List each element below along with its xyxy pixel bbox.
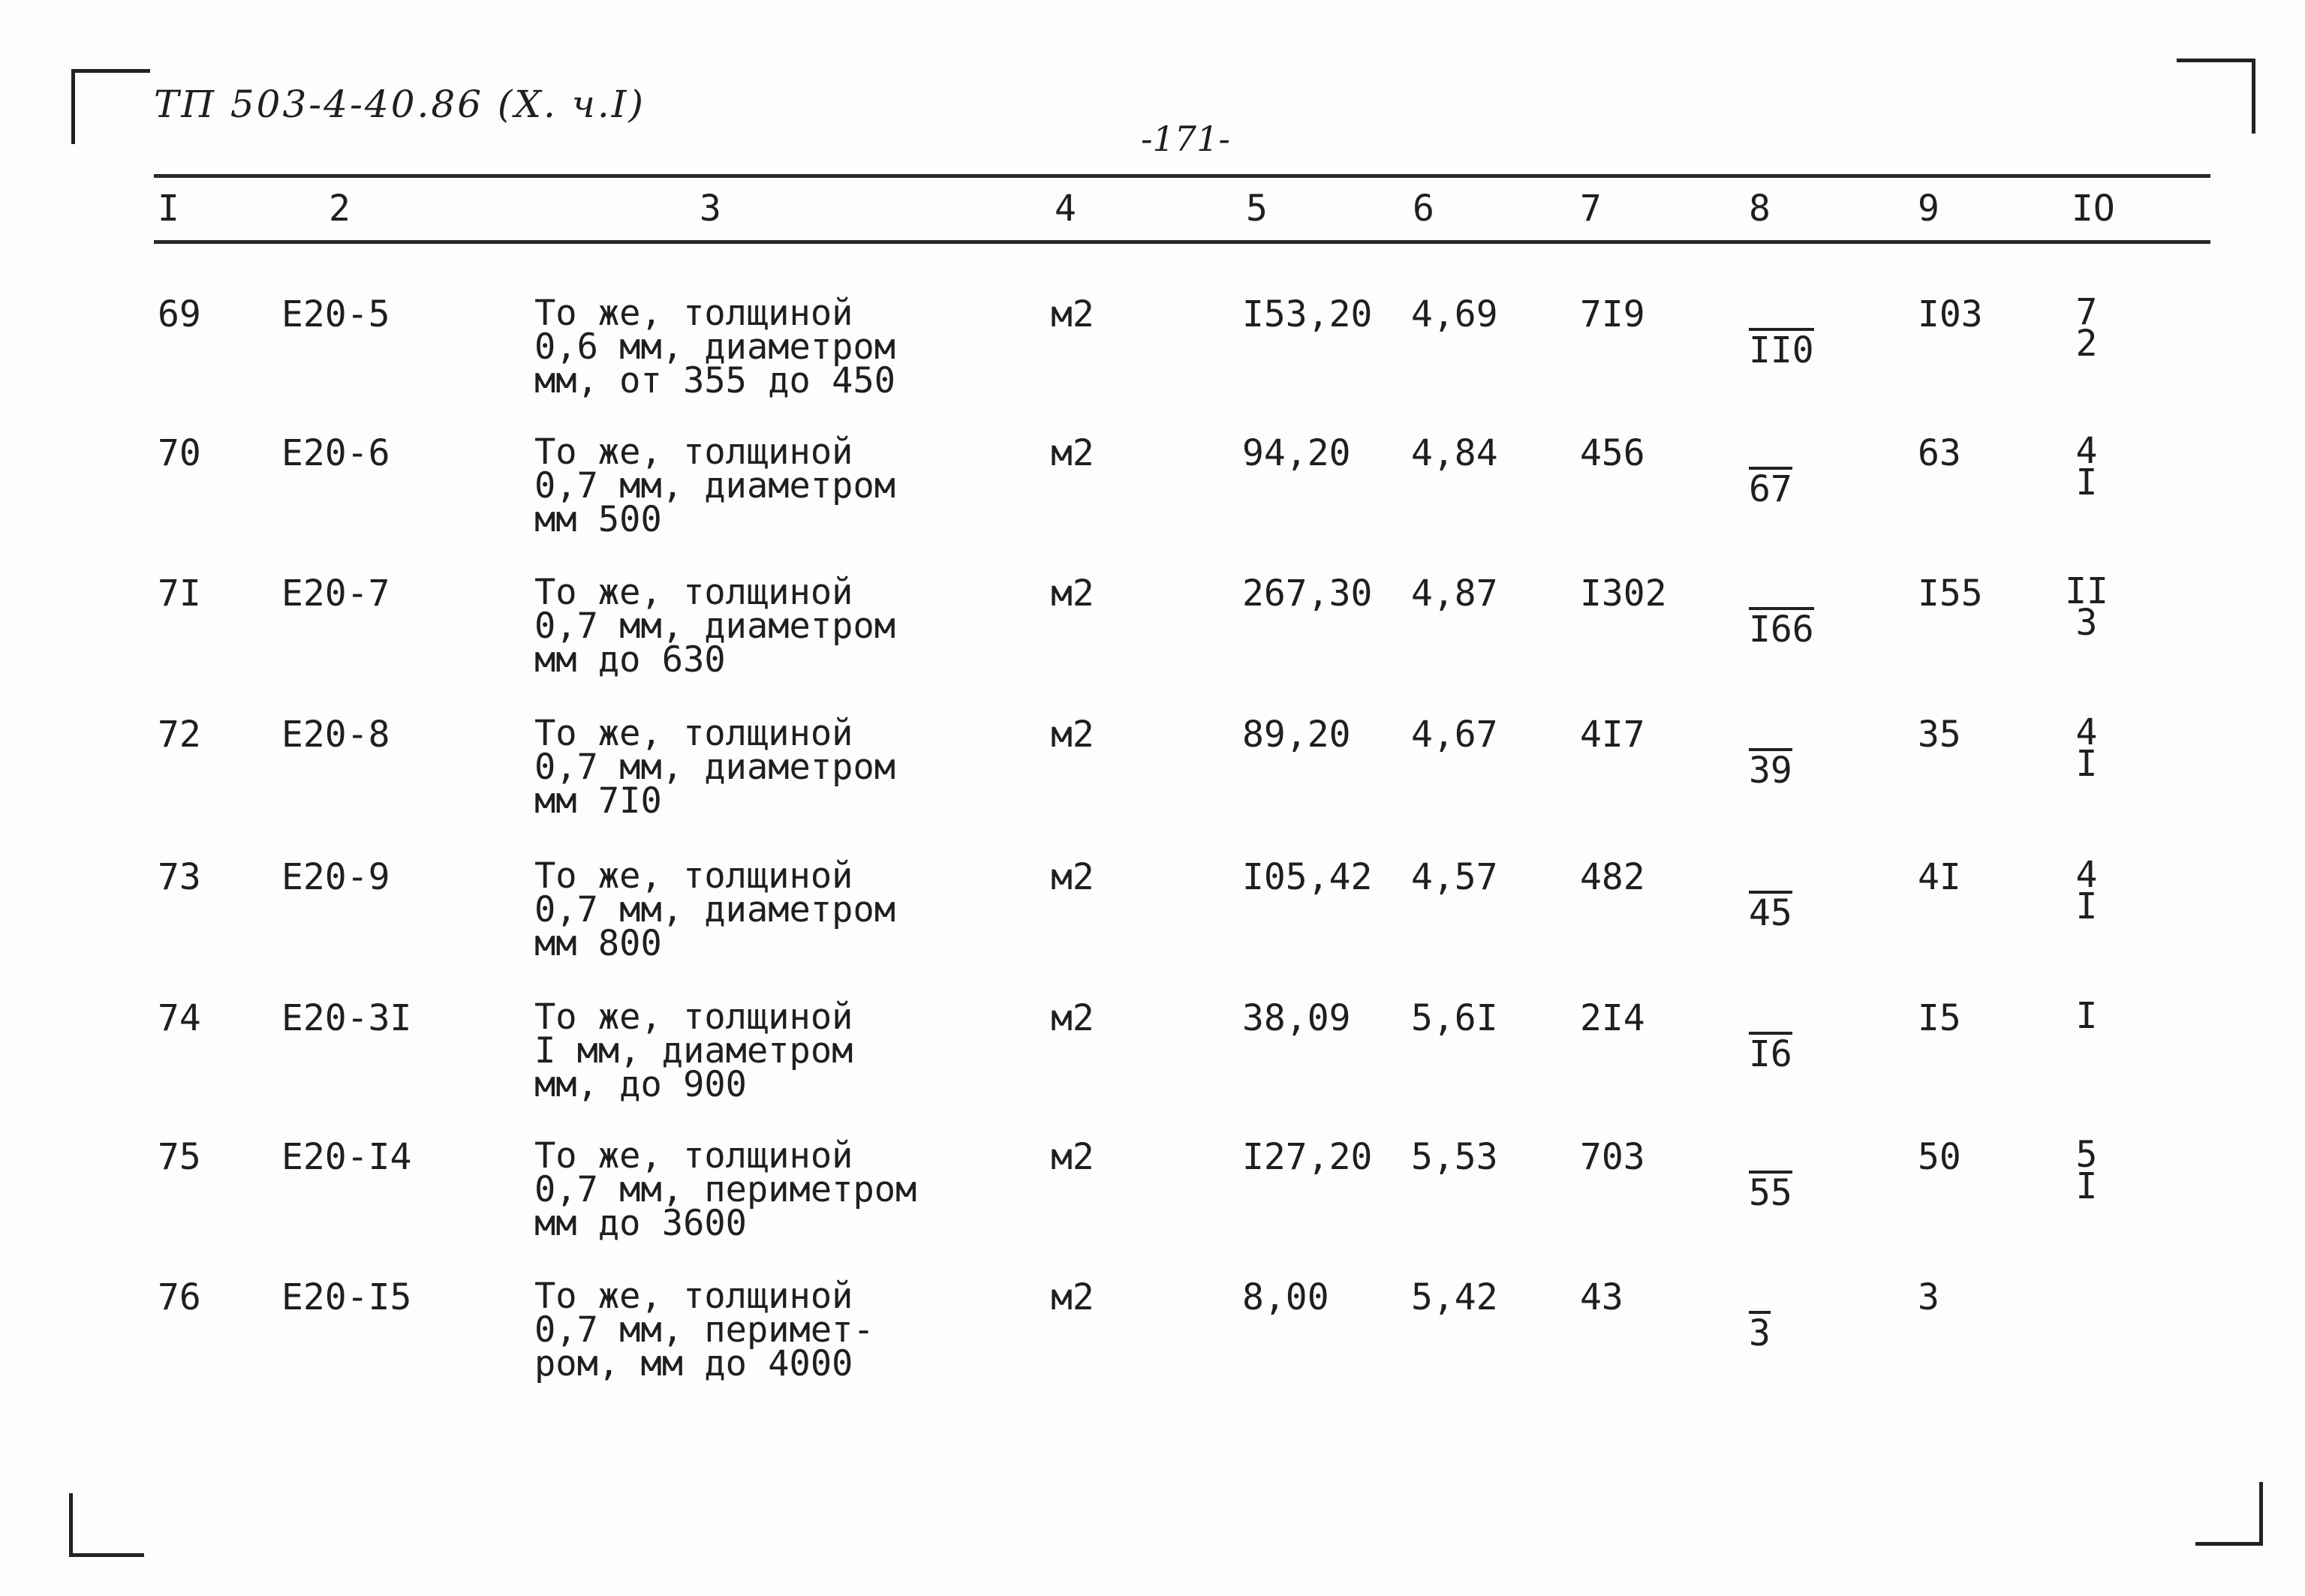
unit-price: 4,84 xyxy=(1411,432,1498,474)
row-number: 75 xyxy=(158,1136,201,1178)
unit: м2 xyxy=(1051,1276,1094,1318)
description-line: 0,7 мм, периметром xyxy=(534,1169,917,1210)
total-cost: 2I4 xyxy=(1580,997,1645,1039)
quantity: 38,09 xyxy=(1242,997,1351,1039)
description-line: То же, толщиной xyxy=(534,855,853,897)
top-rule xyxy=(154,174,2210,178)
description-line: То же, толщиной xyxy=(534,431,853,473)
column-header-8: 8 xyxy=(1749,188,1771,230)
row-number: 72 xyxy=(158,714,201,756)
description-line: мм до 630 xyxy=(534,639,726,681)
item-code: Е20-9 xyxy=(281,856,390,898)
stacked-top: 4 xyxy=(2075,711,2098,753)
description-line: мм, до 900 xyxy=(534,1064,747,1105)
unit-price: 5,42 xyxy=(1411,1276,1498,1318)
description-line: 0,7 мм, диаметром xyxy=(534,465,896,506)
stacked-bottom: I xyxy=(2075,461,2098,503)
stacked-value xyxy=(2064,995,2109,1037)
stacked-value xyxy=(2064,854,2109,927)
overlined-value: 39 xyxy=(1749,750,1792,792)
stacked-value xyxy=(2064,291,2109,365)
column-9-value: I03 xyxy=(1918,293,1983,335)
total-cost: I302 xyxy=(1580,573,1667,615)
quantity: 94,20 xyxy=(1242,432,1351,474)
description-line: ром, мм до 4000 xyxy=(534,1343,853,1384)
stacked-bottom: I xyxy=(2075,885,2098,927)
column-9-value: 50 xyxy=(1918,1136,1961,1178)
item-code: Е20-3I xyxy=(281,997,412,1039)
overlined-value: I6 xyxy=(1749,1033,1792,1075)
total-cost: 703 xyxy=(1580,1136,1645,1178)
stacked-top: 4 xyxy=(2075,854,2098,896)
column-header-4: 4 xyxy=(1055,188,1076,230)
quantity: 8,00 xyxy=(1242,1276,1329,1318)
stacked-top: 7 xyxy=(2075,291,2098,333)
description-line: То же, толщиной xyxy=(534,1276,853,1317)
item-description xyxy=(534,1276,874,1384)
total-cost: 4I7 xyxy=(1580,714,1645,756)
description-line: То же, толщиной xyxy=(534,1135,853,1177)
overlined-value: 67 xyxy=(1749,468,1792,510)
unit-price: 4,69 xyxy=(1411,293,1498,335)
column-header-10: IO xyxy=(2072,188,2115,230)
description-line: 0,6 мм, диаметром xyxy=(534,326,896,368)
row-number: 73 xyxy=(158,856,201,898)
description-line: мм 800 xyxy=(534,923,662,964)
unit-price: 4,87 xyxy=(1411,573,1498,615)
stacked-value xyxy=(2064,570,2109,644)
unit: м2 xyxy=(1051,293,1094,335)
header-rule xyxy=(154,240,2210,244)
row-number: 74 xyxy=(158,997,201,1039)
stacked-bottom: I xyxy=(2075,743,2098,785)
quantity: I05,42 xyxy=(1242,856,1373,898)
description-line: 0,7 мм, диаметром xyxy=(534,747,896,788)
unit: м2 xyxy=(1051,997,1094,1039)
row-number: 69 xyxy=(158,293,201,335)
description-line: 0,7 мм, перимет- xyxy=(534,1309,874,1351)
stacked-bottom: I xyxy=(2075,1165,2098,1207)
row-number: 76 xyxy=(158,1276,201,1318)
column-header-3: 3 xyxy=(700,188,721,230)
description-line: мм 7I0 xyxy=(534,780,662,822)
item-code: Е20-I5 xyxy=(281,1276,412,1318)
column-header-6: 6 xyxy=(1413,188,1434,230)
description-line: мм 500 xyxy=(534,499,662,540)
item-code: Е20-I4 xyxy=(281,1136,412,1178)
description-line: То же, толщиной xyxy=(534,996,853,1038)
unit: м2 xyxy=(1051,573,1094,615)
corner-mark-bottom-left xyxy=(69,1493,144,1557)
quantity: 89,20 xyxy=(1242,714,1351,756)
quantity: I27,20 xyxy=(1242,1136,1373,1178)
item-code: Е20-7 xyxy=(281,573,390,615)
description-line: То же, толщиной xyxy=(534,572,853,613)
unit: м2 xyxy=(1051,714,1094,756)
stacked-top: 5 xyxy=(2075,1134,2098,1176)
column-9-value: I55 xyxy=(1918,573,1983,615)
column-header-5: 5 xyxy=(1246,188,1268,230)
corner-mark-top-right xyxy=(2177,59,2255,134)
overlined-value: I66 xyxy=(1749,609,1814,651)
overlined-value: 3 xyxy=(1749,1312,1771,1354)
unit-price: 5,53 xyxy=(1411,1136,1498,1178)
quantity: 267,30 xyxy=(1242,573,1373,615)
item-code: Е20-5 xyxy=(281,293,390,335)
column-9-value: 4I xyxy=(1918,856,1961,898)
stacked-value xyxy=(2064,430,2109,503)
column-9-value: 63 xyxy=(1918,432,1961,474)
page-number: -171- xyxy=(1141,119,1230,159)
stacked-bottom: 3 xyxy=(2075,602,2098,644)
item-description xyxy=(534,431,896,540)
stacked-top: II xyxy=(2065,570,2108,612)
column-9-value: I5 xyxy=(1918,997,1961,1039)
quantity: I53,20 xyxy=(1242,293,1373,335)
total-cost: 43 xyxy=(1580,1276,1623,1318)
unit: м2 xyxy=(1051,856,1094,898)
item-description xyxy=(534,855,896,964)
stacked-value xyxy=(2064,711,2109,785)
description-line: мм до 3600 xyxy=(534,1203,747,1244)
item-code: Е20-6 xyxy=(281,432,390,474)
unit-price: 4,67 xyxy=(1411,714,1498,756)
item-code: Е20-8 xyxy=(281,714,390,756)
item-description xyxy=(534,293,896,401)
total-cost: 456 xyxy=(1580,432,1645,474)
item-description xyxy=(534,996,853,1105)
stacked-top: 4 xyxy=(2075,430,2098,472)
description-line: То же, толщиной xyxy=(534,713,853,754)
overlined-value: 45 xyxy=(1749,892,1792,934)
column-header-7: 7 xyxy=(1580,188,1602,230)
item-description xyxy=(534,572,896,681)
column-9-value: 3 xyxy=(1918,1276,1939,1318)
overlined-value: II0 xyxy=(1749,329,1814,371)
corner-mark-top-left xyxy=(71,69,150,144)
description-line: мм, от 355 до 450 xyxy=(534,360,896,401)
unit-price: 4,57 xyxy=(1411,856,1498,898)
unit-price: 5,6I xyxy=(1411,997,1498,1039)
stacked-value xyxy=(2064,1134,2109,1207)
total-cost: 482 xyxy=(1580,856,1645,898)
document-code: ТП 503-4-40.86 (Х. ч.I) xyxy=(154,83,646,126)
corner-mark-bottom-right xyxy=(2195,1482,2263,1546)
description-line: 0,7 мм, диаметром xyxy=(534,606,896,647)
stacked-top: I xyxy=(2075,995,2098,1037)
column-header-2: 2 xyxy=(329,188,351,230)
description-line: I мм, диаметром xyxy=(534,1030,853,1072)
description-line: То же, толщиной xyxy=(534,293,853,334)
overlined-value: 55 xyxy=(1749,1172,1792,1214)
row-number: 70 xyxy=(158,432,201,474)
total-cost: 7I9 xyxy=(1580,293,1645,335)
unit: м2 xyxy=(1051,432,1094,474)
row-number: 7I xyxy=(158,573,201,615)
item-description xyxy=(534,1135,917,1244)
column-header-1: I xyxy=(158,188,179,230)
column-9-value: 35 xyxy=(1918,714,1961,756)
item-description xyxy=(534,713,896,822)
column-header-9: 9 xyxy=(1918,188,1939,230)
stacked-bottom: 2 xyxy=(2075,323,2098,365)
description-line: 0,7 мм, диаметром xyxy=(534,889,896,930)
unit: м2 xyxy=(1051,1136,1094,1178)
